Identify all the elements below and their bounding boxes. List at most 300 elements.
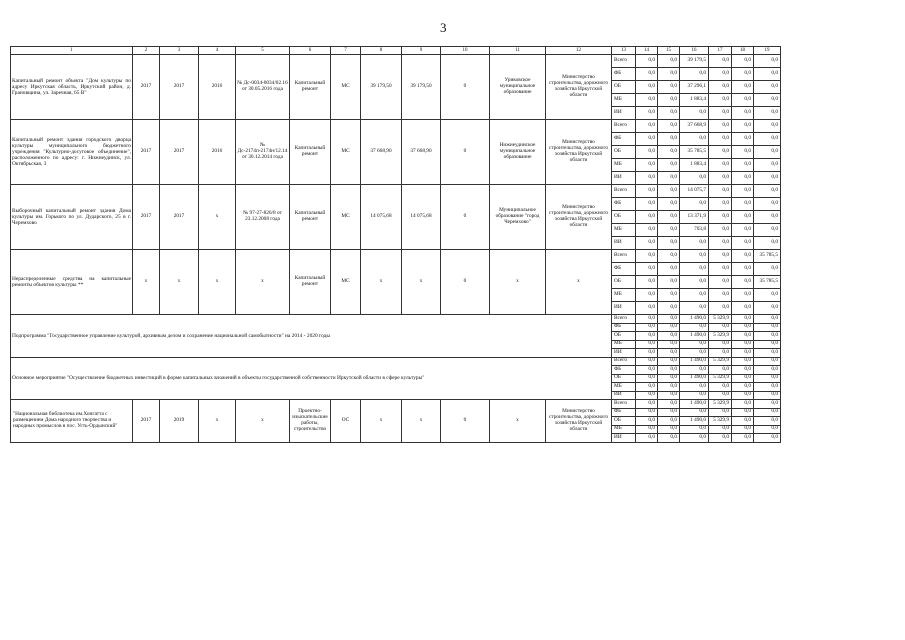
amount-value: 0,0 [732,357,754,366]
funding-source-label: ОБ [612,374,636,383]
remaining-cost: х [402,400,441,443]
amount-value: 0,0 [732,425,754,434]
funding-row [11,120,781,133]
funding-row [11,357,781,366]
column-number-header: 2 [133,47,160,55]
amount-value: 37 668,9 [680,120,709,133]
amount-value: 0,0 [636,332,658,341]
amount-value: 0,0 [732,159,754,172]
amount-value: 0,0 [680,323,709,332]
amount-value: 0,0 [709,81,732,94]
customer: Министерство строительства, дорожного хозяйства Иркутской области [546,400,612,443]
expertise-conclusion: № Дс-0034-0034/02.16 от 30.05.2016 года [236,55,290,120]
estimate-year: х [199,250,236,315]
customer: Министерство строительства, дорожного хозяйства Иркутской области [546,55,612,120]
amount-value: 0,0 [658,211,680,224]
readiness: 0 [441,55,490,120]
amount-value: 35 785,5 [754,276,781,289]
amount-value: 1 490,0 [680,315,709,324]
funding-source-label: Всего [612,357,636,366]
funding-source-label: ОБ [612,276,636,289]
amount-value: 0,0 [636,94,658,107]
customer: х [546,250,612,315]
amount-value: 0,0 [658,400,680,409]
funding-source-label: ИИ [612,237,636,250]
amount-value: 1 883,4 [680,159,709,172]
amount-value: 1 490,0 [680,374,709,383]
amount-value: 0,0 [636,289,658,302]
funding-source-label: ФБ [612,68,636,81]
amount-value: 0,0 [658,408,680,417]
funding-source-label: Всего [612,185,636,198]
amount-value: 0,0 [636,68,658,81]
amount-value: 0,0 [754,133,781,146]
funding-source-label: Всего [612,55,636,68]
funding-source-label: Всего [612,250,636,263]
remaining-cost: 39 179,50 [402,55,441,120]
amount-value: 0,0 [636,224,658,237]
funding-source-label: Всего [612,120,636,133]
amount-value: 0,0 [658,391,680,400]
amount-value: 5 329,9 [709,332,732,341]
amount-value: 0,0 [636,55,658,68]
amount-value: 0,0 [754,120,781,133]
funding-source-label: ОБ [612,81,636,94]
ownership: ОС [331,400,361,443]
amount-value: 703,8 [680,224,709,237]
amount-value: 0,0 [732,340,754,349]
subprogram-title: Подпрограмма "Государственное управление культурой, архивным делом и сохранение национальной самобытности" на 2014 - 2020 годы [11,315,612,358]
amount-value: 0,0 [754,349,781,358]
amount-value: 0,0 [636,185,658,198]
amount-value: 0,0 [658,340,680,349]
amount-value: 0,0 [680,107,709,120]
readiness: 0 [441,120,490,185]
amount-value: 0,0 [754,55,781,68]
amount-value: 0,0 [658,81,680,94]
expertise-conclusion: х [236,400,290,443]
amount-value: 0,0 [658,349,680,358]
amount-value: 0,0 [658,289,680,302]
amount-value: 0,0 [636,146,658,159]
amount-value: 0,0 [709,302,732,315]
amount-value: 0,0 [754,340,781,349]
amount-value: 5 329,9 [709,374,732,383]
funding-row [11,55,781,68]
municipality: Муниципальное образование "город Черемхово" [490,185,546,250]
amount-value: 0,0 [658,434,680,443]
amount-value: 0,0 [754,315,781,324]
funding-source-label: ИИ [612,172,636,185]
expertise-conclusion: х [236,250,290,315]
amount-value: 0,0 [680,425,709,434]
amount-value: 0,0 [709,68,732,81]
amount-value: 0,0 [636,211,658,224]
amount-value: 0,0 [658,315,680,324]
end-year: 2017 [160,55,199,120]
amount-value: 0,0 [754,146,781,159]
amount-value: 0,0 [754,332,781,341]
amount-value: 0,0 [680,408,709,417]
amount-value: 0,0 [754,263,781,276]
amount-value: 1 883,4 [680,94,709,107]
amount-value: 0,0 [732,237,754,250]
amount-value: 0,0 [732,383,754,392]
ownership: МС [331,120,361,185]
column-number-header: 12 [546,47,612,55]
work-type: Капитальный ремонт [290,185,331,250]
amount-value: 0,0 [680,133,709,146]
ownership: МС [331,250,361,315]
work-type: Капитальный ремонт [290,55,331,120]
column-number-header: 5 [236,47,290,55]
amount-value: 0,0 [709,408,732,417]
amount-value: 0,0 [636,374,658,383]
table-body [11,47,781,443]
amount-value: 14 075,7 [680,185,709,198]
column-number-header: 19 [754,47,781,55]
amount-value: 0,0 [658,383,680,392]
amount-value: 0,0 [709,159,732,172]
amount-value: 0,0 [709,198,732,211]
amount-value: 0,0 [754,400,781,409]
estimate-cost: х [361,250,402,315]
amount-value: 0,0 [658,417,680,426]
amount-value: 0,0 [636,302,658,315]
amount-value: 0,0 [658,224,680,237]
amount-value: 0,0 [732,276,754,289]
amount-value: 0,0 [709,383,732,392]
readiness: 0 [441,250,490,315]
amount-value: 0,0 [732,323,754,332]
amount-value: 0,0 [636,133,658,146]
amount-value: 0,0 [636,383,658,392]
amount-value: 0,0 [709,349,732,358]
amount-value: 0,0 [658,250,680,263]
amount-value: 39 179,5 [680,55,709,68]
municipality: х [490,250,546,315]
funding-source-label: МБ [612,425,636,434]
amount-value: 0,0 [680,198,709,211]
amount-value: 0,0 [680,340,709,349]
amount-value: 1 490,0 [680,332,709,341]
readiness: 0 [441,400,490,443]
amount-value: 0,0 [754,302,781,315]
amount-value: 0,0 [709,263,732,276]
column-number-header: 6 [290,47,331,55]
funding-source-label: ИИ [612,302,636,315]
amount-value: 0,0 [680,276,709,289]
funding-source-label: МБ [612,289,636,302]
estimate-year: 2016 [199,55,236,120]
amount-value: 0,0 [658,94,680,107]
amount-value: 0,0 [658,263,680,276]
amount-value: 0,0 [709,391,732,400]
amount-value: 0,0 [709,224,732,237]
column-number-header: 3 [160,47,199,55]
amount-value: 0,0 [732,185,754,198]
amount-value: 0,0 [680,68,709,81]
amount-value: 0,0 [658,172,680,185]
column-number-header: 16 [680,47,709,55]
municipality: х [490,400,546,443]
funding-source-label: ФБ [612,133,636,146]
amount-value: 0,0 [636,315,658,324]
funding-source-label: МБ [612,383,636,392]
amount-value: 1 490,0 [680,417,709,426]
end-year: х [160,250,199,315]
amount-value: 0,0 [754,159,781,172]
amount-value: 0,0 [709,250,732,263]
estimate-year: х [199,185,236,250]
amount-value: 0,0 [680,289,709,302]
amount-value: 0,0 [636,263,658,276]
amount-value: 0,0 [732,224,754,237]
amount-value: 0,0 [709,94,732,107]
funding-row [11,185,781,198]
amount-value: 0,0 [732,94,754,107]
amount-value: 0,0 [732,81,754,94]
amount-value: 0,0 [709,146,732,159]
amount-value: 0,0 [680,172,709,185]
amount-value: 0,0 [709,237,732,250]
amount-value: 0,0 [754,391,781,400]
amount-value: 0,0 [754,211,781,224]
funding-source-label: ФБ [612,263,636,276]
ownership: МС [331,185,361,250]
work-type: Капитальный ремонт [290,250,331,315]
column-number-header: 15 [658,47,680,55]
funding-source-label: ФБ [612,408,636,417]
amount-value: 0,0 [732,315,754,324]
amount-value: 0,0 [709,434,732,443]
amount-value: 5 329,9 [709,417,732,426]
funding-source-label: ИИ [612,107,636,120]
amount-value: 0,0 [636,434,658,443]
amount-value: 5 329,9 [709,315,732,324]
funding-source-label: ИИ [612,349,636,358]
amount-value: 0,0 [680,366,709,375]
amount-value: 13 371,9 [680,211,709,224]
amount-value: 0,0 [636,340,658,349]
amount-value: 0,0 [732,172,754,185]
start-year: 2017 [133,185,160,250]
amount-value: 0,0 [680,237,709,250]
amount-value: 0,0 [636,81,658,94]
amount-value: 0,0 [754,357,781,366]
amount-value: 35 785,5 [754,250,781,263]
amount-value: 0,0 [658,374,680,383]
amount-value: 0,0 [732,250,754,263]
amount-value: 0,0 [636,400,658,409]
amount-value: 0,0 [636,237,658,250]
amount-value: 0,0 [709,107,732,120]
funding-source-label: ФБ [612,198,636,211]
expertise-conclusion: № 97-27-826/8 от 23.12.2008 года [236,185,290,250]
amount-value: 0,0 [658,237,680,250]
start-year: 2017 [133,55,160,120]
amount-value: 1 490,0 [680,357,709,366]
municipality: Уриковское муниципальное образование [490,55,546,120]
start-year: 2017 [133,400,160,443]
amount-value: 0,0 [754,408,781,417]
amount-value: 0,0 [636,408,658,417]
funding-source-label: Всего [612,315,636,324]
amount-value: 0,0 [658,185,680,198]
work-type: Проектно-изыскательские работы, строительство [290,400,331,443]
amount-value: 0,0 [732,391,754,400]
column-number-header: 11 [490,47,546,55]
amount-value: 0,0 [732,211,754,224]
funding-source-label: МБ [612,94,636,107]
funding-source-label: Всего [612,400,636,409]
amount-value: 0,0 [636,276,658,289]
amount-value: 0,0 [636,366,658,375]
funding-row [11,315,781,324]
amount-value: 0,0 [658,133,680,146]
funding-row [11,250,781,263]
amount-value: 37 296,1 [680,81,709,94]
funding-source-label: ОБ [612,332,636,341]
amount-value: 35 785,5 [680,146,709,159]
amount-value: 0,0 [709,55,732,68]
header-row [11,47,781,55]
remaining-cost: 37 668,90 [402,120,441,185]
amount-value: 0,0 [680,391,709,400]
amount-value: 0,0 [754,374,781,383]
amount-value: 0,0 [680,302,709,315]
amount-value: 0,0 [658,425,680,434]
amount-value: 0,0 [636,250,658,263]
amount-value: 0,0 [636,391,658,400]
amount-value: 0,0 [658,302,680,315]
amount-value: 0,0 [732,417,754,426]
column-number-header: 7 [331,47,361,55]
amount-value: 0,0 [658,276,680,289]
expertise-conclusion: № Дс-2174п-2174н/12.14 от 30.12.2014 года [236,120,290,185]
column-number-header: 14 [636,47,658,55]
program-funding-table [10,46,781,443]
amount-value: 0,0 [732,366,754,375]
work-type: Капитальный ремонт [290,120,331,185]
object-name: Выборочный капитальный ремонт здания Дома культуры им. Горького по ул. Дударского, 25 в г. Черемхово [11,185,133,250]
amount-value: 0,0 [658,107,680,120]
amount-value: 0,0 [732,434,754,443]
estimate-cost: 14 075,68 [361,185,402,250]
amount-value: 0,0 [680,434,709,443]
object-name: Нераспределенные средства на капитальные ремонты объектов культуры ** [11,250,133,315]
remaining-cost: х [402,250,441,315]
end-year: 2017 [160,120,199,185]
amount-value: 0,0 [732,146,754,159]
amount-value: 0,0 [658,366,680,375]
amount-value: 0,0 [636,120,658,133]
remaining-cost: 14 075,68 [402,185,441,250]
amount-value: 0,0 [754,94,781,107]
amount-value: 0,0 [709,425,732,434]
amount-value: 0,0 [658,357,680,366]
funding-row [11,400,781,409]
readiness: 0 [441,185,490,250]
amount-value: 0,0 [680,263,709,276]
amount-value: 0,0 [754,434,781,443]
amount-value: 1 490,0 [680,400,709,409]
amount-value: 0,0 [636,417,658,426]
amount-value: 0,0 [636,172,658,185]
estimate-cost: 37 668,90 [361,120,402,185]
amount-value: 0,0 [732,289,754,302]
start-year: х [133,250,160,315]
amount-value: 0,0 [680,383,709,392]
column-number-header: 1 [11,47,133,55]
funding-source-label: ФБ [612,366,636,375]
ownership: МС [331,55,361,120]
funding-source-label: ОБ [612,417,636,426]
amount-value: 0,0 [754,68,781,81]
amount-value: 0,0 [658,159,680,172]
amount-value: 0,0 [754,417,781,426]
amount-value: 0,0 [636,198,658,211]
end-year: 2017 [160,185,199,250]
amount-value: 0,0 [658,120,680,133]
amount-value: 0,0 [636,349,658,358]
funding-source-label: МБ [612,159,636,172]
column-number-header: 13 [612,47,636,55]
amount-value: 0,0 [754,383,781,392]
amount-value: 5 329,9 [709,400,732,409]
amount-value: 0,0 [636,357,658,366]
customer: Министерство строительства, дорожного хозяйства Иркутской области [546,185,612,250]
funding-source-label: МБ [612,224,636,237]
amount-value: 0,0 [732,400,754,409]
page-number: 3 [440,20,447,35]
amount-value: 0,0 [709,133,732,146]
amount-value: 0,0 [709,172,732,185]
amount-value: 0,0 [754,237,781,250]
start-year: 2017 [133,120,160,185]
estimate-year: 2016 [199,120,236,185]
main-event-title: Основное мероприятие "Осуществление бюджетных инвестиций в форме капитальных вложений в объекты государственной собственности Иркутской области в сфере культуры" [11,357,612,400]
amount-value: 0,0 [754,425,781,434]
amount-value: 0,0 [754,198,781,211]
amount-value: 0,0 [754,172,781,185]
column-number-header: 10 [441,47,490,55]
amount-value: 0,0 [732,349,754,358]
object-name: Капитальный ремонт здания городского дворца культуры муниципального бюджетного учреждения "Культурно-досуговое объединение", расположенного по адресу: г. Нижнеудинск, ул. Октябрьская, 3 [11,120,133,185]
amount-value: 0,0 [709,211,732,224]
funding-source-label: ОБ [612,146,636,159]
column-number-header: 4 [199,47,236,55]
amount-value: 0,0 [636,425,658,434]
amount-value: 0,0 [709,340,732,349]
amount-value: 0,0 [709,120,732,133]
funding-source-label: ИИ [612,391,636,400]
amount-value: 0,0 [754,289,781,302]
funding-source-label: ОБ [612,211,636,224]
funding-source-label: МБ [612,340,636,349]
amount-value: 0,0 [732,302,754,315]
column-number-header: 17 [709,47,732,55]
column-number-header: 9 [402,47,441,55]
amount-value: 0,0 [732,374,754,383]
amount-value: 0,0 [754,366,781,375]
amount-value: 0,0 [709,323,732,332]
column-number-header: 8 [361,47,402,55]
amount-value: 0,0 [754,81,781,94]
estimate-year: х [199,400,236,443]
object-name: "Национальная библиотека им.Хонгатта с размещением Дома народного творчества и народных промыслов в пос. Усть-Ордынский" [11,400,133,443]
customer: Министерство строительства, дорожного хозяйства Иркутской области [546,120,612,185]
